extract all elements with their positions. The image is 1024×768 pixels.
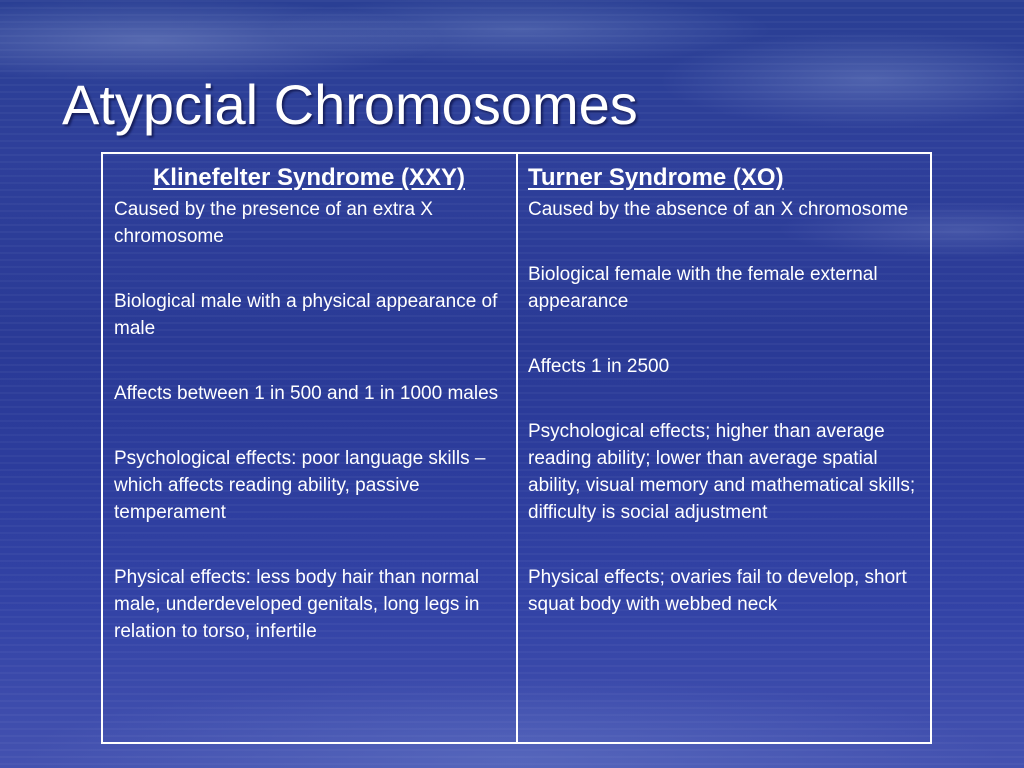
turner-appearance: Biological female with the female external appearance bbox=[528, 264, 878, 312]
turner-heading: Turner Syndrome (XO) bbox=[528, 164, 784, 191]
klinefelter-physical-effects: Physical effects: less body hair than normal male, underdeveloped genitals, long legs in relation to torso, infertile bbox=[114, 567, 480, 642]
turner-psychological-effects: Psychological effects; higher than average reading ability; lower than average spatial ability, visual memory and mathematical skills; difficulty is social adjustment bbox=[528, 421, 916, 523]
turner-cause: Caused by the absence of an X chromosome bbox=[528, 199, 909, 220]
klinefelter-column bbox=[103, 154, 518, 742]
klinefelter-cause: Caused by the presence of an extra X chromosome bbox=[114, 199, 433, 247]
klinefelter-prevalence: Affects between 1 in 500 and 1 in 1000 males bbox=[114, 383, 499, 404]
slide-title: Atypcial Chromosomes bbox=[62, 73, 638, 136]
turner-column bbox=[518, 154, 930, 742]
turner-physical-effects: Physical effects; ovaries fail to develop, short squat body with webbed neck bbox=[528, 567, 907, 615]
klinefelter-heading: Klinefelter Syndrome (XXY) bbox=[152, 164, 466, 191]
klinefelter-appearance: Biological male with a physical appearance of male bbox=[114, 291, 498, 339]
comparison-table bbox=[101, 152, 932, 744]
klinefelter-psychological-effects: Psychological effects: poor language skills – which affects reading ability, passive temperament bbox=[114, 448, 486, 523]
turner-prevalence: Affects 1 in 2500 bbox=[528, 356, 670, 377]
